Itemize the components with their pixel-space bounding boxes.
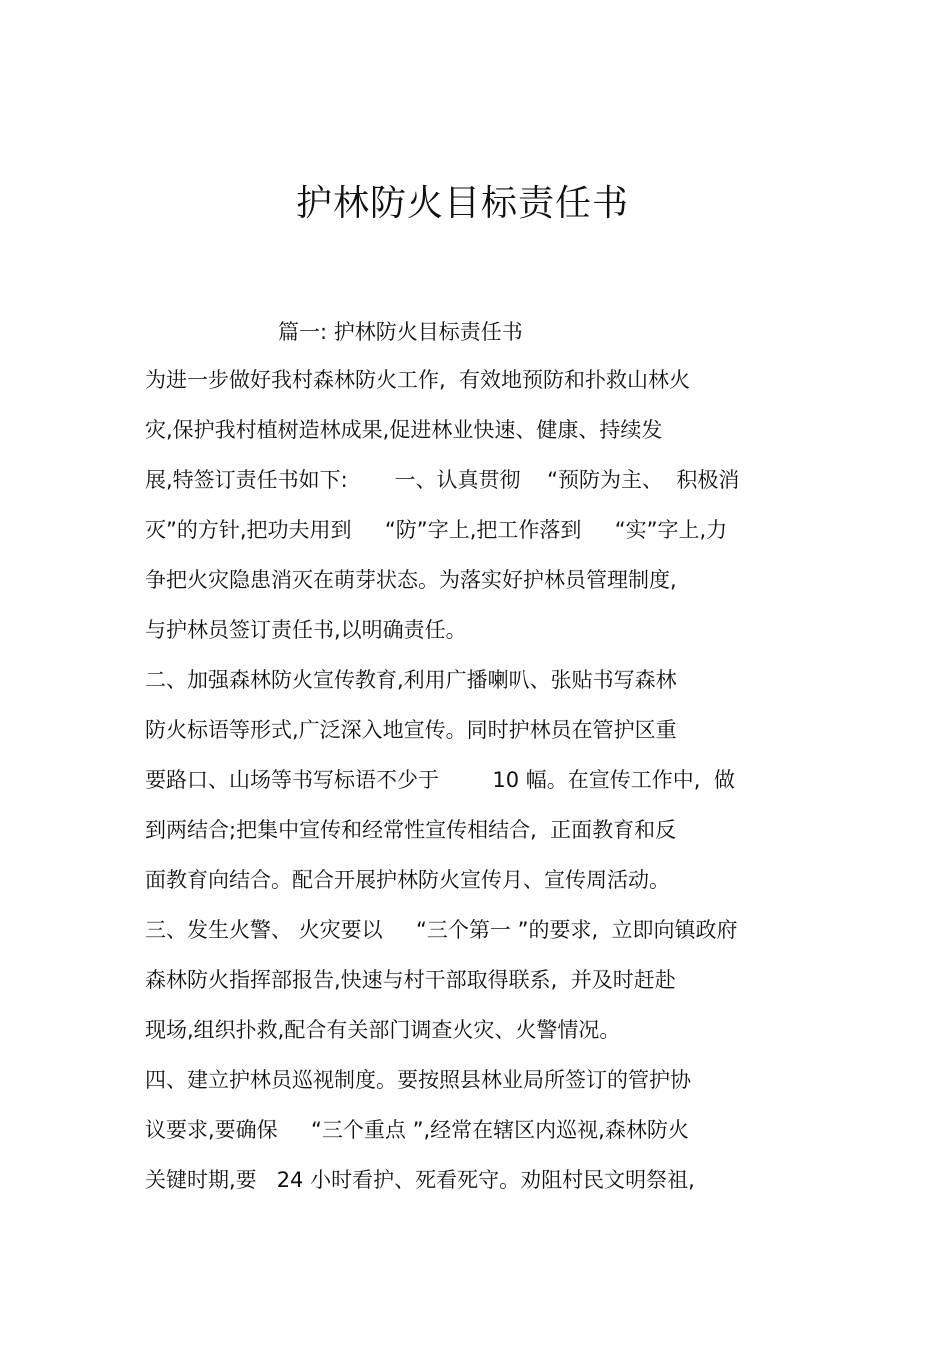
body-line: 要路口、山场等书写标语不少于 10 幅。在宣传工作中, 做 [145,768,735,792]
body-line: 二、加强森林防火宣传教育,利用广播喇叭、张贴书写森林 [145,668,677,692]
body-line: 三、发生火警、 火灾要以 “三个第一 ”的要求, 立即向镇政府 [145,918,738,942]
body-line: 面教育向结合。配合开展护林防火宣传月、宣传周活动。 [145,868,670,892]
body-line: 关键时期,要 24 小时看护、死看死守。劝阻村民文明祭祖, [145,1168,695,1192]
body-line: 为进一步做好我村森林防火工作, 有效地预防和扑救山林火 [145,368,691,392]
body-line: 争把火灾隐患消灭在萌芽状态。为落实好护林员管理制度, [145,568,677,592]
body-line: 展,特签订责任书如下: 一、认真贯彻 “预防为主、 积极消 [145,468,740,492]
body-line: 与护林员签订责任书,以明确责任。 [145,618,467,642]
body-line: 到两结合;把集中宣传和经常性宣传相结合, 正面教育和反 [145,818,677,842]
body-line: 四、建立护林员巡视制度。要按照县林业局所签订的管护协 [145,1068,691,1092]
body-line: 灾,保护我村植树造林成果,促进林业快速、健康、持续发 [145,418,663,442]
body-line: 现场,组织扑救,配合有关部门调查火灾、火警情况。 [145,1018,621,1042]
document-title: 护林防火目标责任书 [295,183,629,224]
body-line: 森林防火指挥部报告,快速与村干部取得联系, 并及时赶赴 [145,968,676,992]
body-line: 防火标语等形式,广泛深入地宣传。同时护林员在管护区重 [145,718,677,742]
section-heading: 篇一: 护林防火目标责任书 [278,320,523,344]
body-line: 议要求,要确保 “三个重点 ”,经常在辖区内巡视,森林防火 [145,1118,689,1142]
body-line: 灭”的方针,把功夫用到 “防”字上,把工作落到 “实”字上,力 [145,518,728,542]
